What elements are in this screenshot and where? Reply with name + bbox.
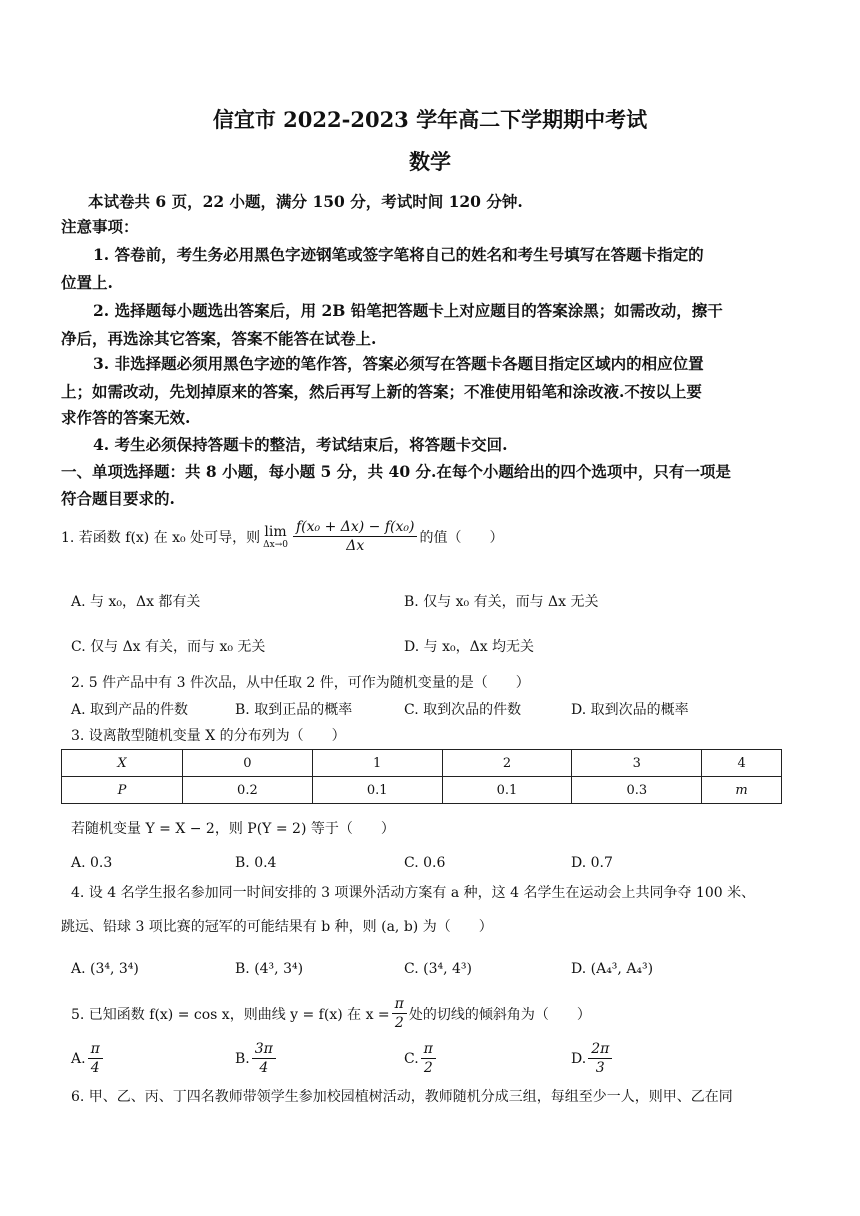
q5-a-fraction bbox=[88, 1041, 103, 1076]
question-4-line-2: 跳远、铅球 3 项比赛的冠军的可能结果有 b 种，则 (a, b) 为（ ） bbox=[61, 919, 493, 935]
table-row bbox=[62, 750, 782, 777]
question-2-stem: 2. 5 件产品中有 3 件次品，从中任取 2 件，可作为随机变量的是（ ） bbox=[71, 675, 530, 691]
q1-option-c: C. 仅与 Δx 有关，而与 x₀ 无关 bbox=[71, 639, 266, 655]
q1-stem-end: 的值（ ） bbox=[419, 529, 504, 546]
q5-b-fraction bbox=[252, 1041, 276, 1076]
q5-d-fraction bbox=[588, 1041, 612, 1076]
table-cell: 0 bbox=[183, 750, 313, 777]
section-1-line-1: 一、单项选择题：共 8 小题，每小题 5 分，共 40 分.在每个小题给出的四个选项中，只有一项是 bbox=[61, 462, 731, 481]
table-cell: P bbox=[62, 777, 183, 804]
table-cell: 4 bbox=[702, 750, 782, 777]
section-1-line-2: 符合题目要求的. bbox=[61, 489, 175, 508]
q5-option-a bbox=[71, 1041, 105, 1076]
note-1-line-1: 1. 答卷前，考生务必用黑色字迹钢笔或签字笔将自己的姓名和考生号填写在答题卡指定的 bbox=[93, 245, 704, 264]
q1-denominator: Δx bbox=[346, 538, 365, 554]
q1-limit bbox=[263, 524, 288, 550]
q4-option-c: C. (3⁴, 4³) bbox=[404, 961, 472, 977]
option-label: D. bbox=[571, 1050, 587, 1067]
distribution-table bbox=[61, 749, 782, 804]
note-3-line-1: 3. 非选择题必须用黑色字迹的笔作答，答案必须写在答题卡各题目指定区域内的相应位置 bbox=[93, 354, 704, 373]
table-cell: X bbox=[62, 750, 183, 777]
option-label: B. bbox=[235, 1050, 250, 1067]
fraction-num: π bbox=[88, 1041, 103, 1059]
q2-option-a: A. 取到产品的件数 bbox=[71, 702, 189, 718]
option-label: A. bbox=[71, 1050, 86, 1067]
fraction-num: 3π bbox=[252, 1041, 276, 1059]
note-2-line-1: 2. 选择题每小题选出答案后，用 2B 铅笔把答题卡上对应题目的答案涂黑；如需改动，擦干 bbox=[93, 301, 723, 320]
option-label: C. bbox=[404, 1050, 419, 1067]
q1-option-b: B. 仅与 x₀ 有关，而与 Δx 无关 bbox=[404, 594, 599, 610]
q5-option-d bbox=[571, 1041, 614, 1076]
notes-heading: 注意事项： bbox=[61, 217, 139, 236]
question-4-line-1: 4. 设 4 名学生报名参加同一时间安排的 3 项课外活动方案有 a 种，这 4 名学生在运动会上共同争夺 100 米、 bbox=[71, 885, 756, 901]
table-cell: 0.2 bbox=[183, 777, 313, 804]
note-4: 4. 考生必须保持答题卡的整洁，考试结束后，将答题卡交回. bbox=[93, 435, 508, 454]
exam-summary: 本试卷共 6 页，22 小题，满分 150 分，考试时间 120 分钟. bbox=[88, 192, 523, 211]
q3-followup: 若随机变量 Y = X − 2，则 P(Y = 2) 等于（ ） bbox=[71, 821, 395, 837]
exam-title: 信宜市 2022-2023 学年高二下学期期中考试 bbox=[212, 107, 648, 132]
fraction-den: 2 bbox=[423, 1060, 433, 1076]
q2-option-d: D. 取到次品的概率 bbox=[571, 702, 689, 718]
q5-num: π bbox=[392, 996, 407, 1014]
question-3-stem: 3. 设离散型随机变量 X 的分布列为（ ） bbox=[71, 728, 346, 744]
table-cell: m bbox=[702, 777, 782, 804]
q5-option-b bbox=[235, 1041, 278, 1076]
q4-option-d: D. (A₄³, A₄³) bbox=[571, 961, 654, 977]
question-5-stem bbox=[71, 996, 591, 1031]
q5-stem-end: 处的切线的倾斜角为（ ） bbox=[408, 1006, 591, 1023]
q3-option-c: C. 0.6 bbox=[404, 855, 446, 871]
fraction-den: 3 bbox=[595, 1060, 605, 1076]
subject-title: 数学 bbox=[409, 149, 451, 174]
q2-option-b: B. 取到正品的概率 bbox=[235, 702, 353, 718]
question-1-stem bbox=[61, 519, 503, 554]
q3-option-a: A. 0.3 bbox=[71, 855, 113, 871]
table-cell: 1 bbox=[312, 750, 442, 777]
q5-den: 2 bbox=[394, 1015, 404, 1031]
q4-option-a: A. (3⁴, 3⁴) bbox=[71, 961, 139, 977]
q4-option-b: B. (4³, 3⁴) bbox=[235, 961, 304, 977]
note-1-line-2: 位置上. bbox=[61, 273, 113, 292]
question-6-line-1: 6. 甲、乙、丙、丁四名教师带领学生参加校园植树活动，教师随机分成三组，每组至少一人，则甲、乙在同 bbox=[71, 1089, 733, 1105]
note-3-line-3: 求作答的答案无效. bbox=[61, 408, 191, 427]
q1-fraction bbox=[293, 519, 418, 554]
q1-numerator: f(x₀ + Δx) − f(x₀) bbox=[293, 519, 418, 537]
q3-option-d: D. 0.7 bbox=[571, 855, 613, 871]
q1-stem-start: 1. 若函数 f(x) 在 x₀ 处可导，则 bbox=[61, 529, 261, 546]
fraction-num: 2π bbox=[588, 1041, 612, 1059]
table-cell: 3 bbox=[572, 750, 702, 777]
q5-fraction bbox=[392, 996, 407, 1031]
q2-option-c: C. 取到次品的件数 bbox=[404, 702, 522, 718]
table-cell: 0.1 bbox=[442, 777, 572, 804]
q5-c-fraction bbox=[421, 1041, 436, 1076]
q1-lim-sub: Δx→0 bbox=[263, 539, 288, 550]
table-row bbox=[62, 777, 782, 804]
q1-option-d: D. 与 x₀，Δx 均无关 bbox=[404, 639, 535, 655]
q3-option-b: B. 0.4 bbox=[235, 855, 277, 871]
fraction-num: π bbox=[421, 1041, 436, 1059]
q5-option-c bbox=[404, 1041, 438, 1076]
q5-stem-start: 5. 已知函数 f(x) = cos x，则曲线 y = f(x) 在 x = bbox=[71, 1006, 390, 1023]
table-cell: 0.1 bbox=[312, 777, 442, 804]
table-cell: 2 bbox=[442, 750, 572, 777]
note-3-line-2: 上；如需改动，先划掉原来的答案，然后再写上新的答案；不准使用铅笔和涂改液.不按以上要 bbox=[61, 382, 702, 401]
table-cell: 0.3 bbox=[572, 777, 702, 804]
fraction-den: 4 bbox=[259, 1060, 269, 1076]
q1-option-a: A. 与 x₀，Δx 都有关 bbox=[71, 594, 201, 610]
note-2-line-2: 净后，再选涂其它答案，答案不能答在试卷上. bbox=[61, 329, 377, 348]
q1-lim-word: lim bbox=[264, 523, 287, 540]
fraction-den: 4 bbox=[90, 1060, 100, 1076]
